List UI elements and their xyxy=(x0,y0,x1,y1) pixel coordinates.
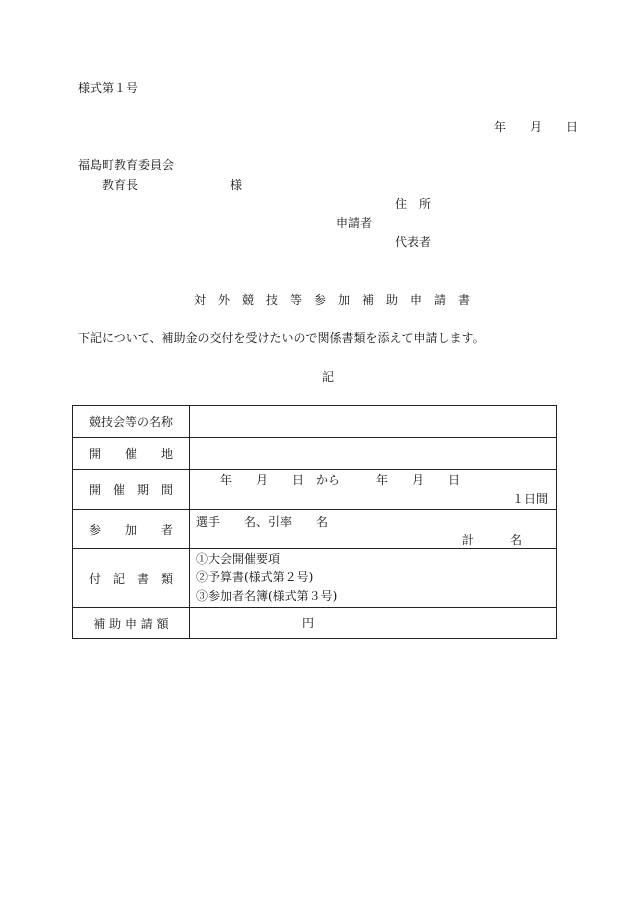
body-text: 下記について、補助金の交付を受けたいので関係書類を添えて申請します。 xyxy=(78,331,485,345)
document-title: 対 外 競 技 等 参 加 補 助 申 請 書 xyxy=(194,293,471,307)
table-row-attachments xyxy=(73,549,557,608)
attachment-item: ②予算書(様式第２号) xyxy=(196,570,314,584)
attachment-item: ①大会開催要項 xyxy=(196,552,281,566)
label-participants: 参 加 者 xyxy=(73,510,190,549)
applicant-label: 申請者 xyxy=(336,216,373,230)
participants-breakdown: 選手 名、引率 名 xyxy=(196,515,329,529)
participants-total: 計 名 xyxy=(461,533,522,547)
value-event-name[interactable] xyxy=(190,406,557,438)
table-row-period xyxy=(73,470,557,510)
label-attachments: 付 記 書 類 xyxy=(73,549,190,608)
recipient-honorific: 様 xyxy=(230,178,243,192)
value-amount[interactable] xyxy=(190,608,557,639)
application-table xyxy=(72,405,557,639)
value-participants[interactable] xyxy=(190,510,557,549)
value-attachments xyxy=(190,549,557,608)
address-label: 住 所 xyxy=(395,197,432,211)
amount-unit: 円 xyxy=(302,616,315,630)
ki-label: 記 xyxy=(322,370,335,384)
label-event-name: 競技会等の名称 xyxy=(73,406,190,438)
value-venue[interactable] xyxy=(190,438,557,470)
attachment-item: ③参加者名簿(様式第３号) xyxy=(196,589,338,603)
period-days: １日間 xyxy=(511,492,548,506)
label-amount: 補 助 申 請 額 xyxy=(73,608,190,639)
label-venue: 開 催 地 xyxy=(73,438,190,470)
recipient-title: 教育長 xyxy=(102,178,139,192)
form-number: 様式第１号 xyxy=(78,81,139,95)
value-period[interactable] xyxy=(190,470,557,510)
table-row-amount xyxy=(73,608,557,639)
date-line: 年 月 日 xyxy=(494,120,579,134)
representative-label: 代表者 xyxy=(395,235,432,249)
label-period: 開 催 期 間 xyxy=(73,470,190,510)
table-row-event-name xyxy=(73,406,557,438)
table-row-venue xyxy=(73,438,557,470)
period-dates: 年 月 日 から 年 月 日 xyxy=(220,473,461,487)
table-row-participants xyxy=(73,510,557,549)
recipient-org: 福島町教育委員会 xyxy=(78,158,175,172)
